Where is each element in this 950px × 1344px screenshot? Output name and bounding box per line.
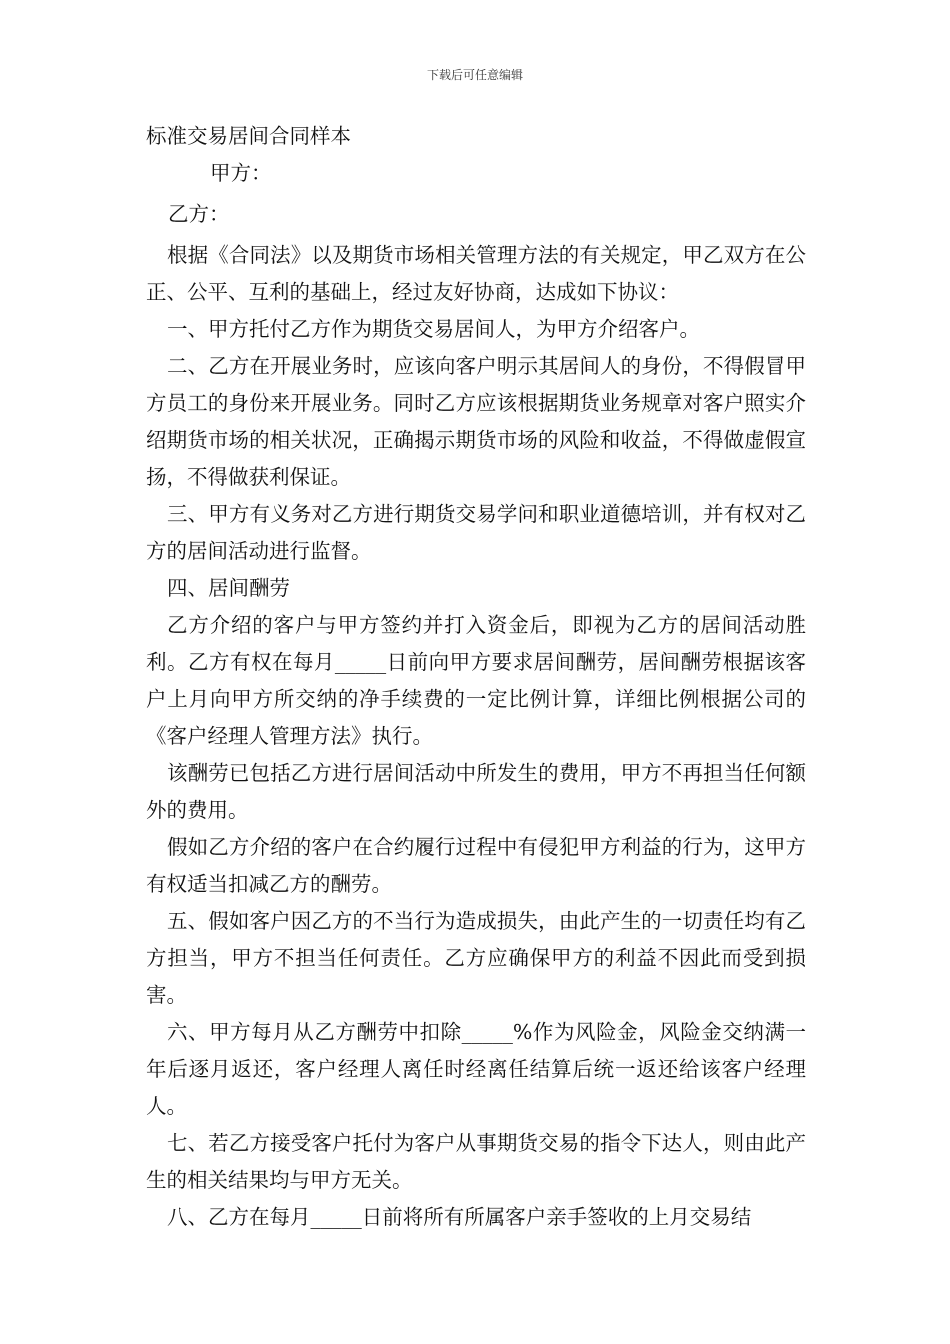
party-b-label: 乙方：: [168, 202, 230, 226]
clause-4-paragraph-1: 乙方介绍的客户与甲方签约并打入资金后，即视为乙方的居间活动胜利。乙方有权在每月_____日前向甲方要求居间酬劳，居间酬劳根据该客户上月向甲方所交纳的净手续费的一定比例计算，详细比例根据公司的《客户经理人管理方法》执行。: [146, 613, 806, 748]
clause-1: 一、甲方托付乙方作为期货交易居间人，为甲方介绍客户。: [167, 317, 700, 341]
clause-4-paragraph-2: 该酬劳已包括乙方进行居间活动中所发生的费用，甲方不再担当任何额外的费用。: [146, 761, 806, 822]
clause-8: 八、乙方在每月_____日前将所有所属客户亲手签收的上月交易结: [167, 1205, 752, 1229]
clause-7: 七、若乙方接受客户托付为客户从事期货交易的指令下达人，则由此产生的相关结果均与甲方无关。: [146, 1131, 806, 1192]
document-body: [146, 118, 806, 1236]
clause-3: 三、甲方有义务对乙方进行期货交易学问和职业道德培训，并有权对乙方的居间活动进行监督。: [146, 502, 806, 563]
document-title: 标准交易居间合同样本: [146, 124, 351, 148]
clause-5: 五、假如客户因乙方的不当行为造成损失，由此产生的一切责任均有乙方担当，甲方不担当任何责任。乙方应确保甲方的利益不因此而受到损害。: [146, 909, 806, 1007]
clause-4-paragraph-3: 假如乙方介绍的客户在合约履行过程中有侵犯甲方利益的行为，这甲方有权适当扣减乙方的酬劳。: [146, 835, 806, 896]
clause-4-heading: 四、居间酬劳: [167, 576, 290, 600]
clause-6: 六、甲方每月从乙方酬劳中扣除_____%作为风险金，风险金交纳满一年后逐月返还，客户经理人离任时经离任结算后统一返还给该客户经理人。: [146, 1020, 806, 1118]
page-header-note: 下载后可任意编辑: [426, 68, 523, 82]
clause-2: 二、乙方在开展业务时，应该向客户明示其居间人的身份，不得假冒甲方员工的身份来开展业务。同时乙方应该根据期货业务规章对客户照实介绍期货市场的相关状况，正确揭示期货市场的风险和收益，不得做虚假宣扬，不得做获利保证。: [146, 354, 806, 489]
preamble-paragraph: 根据《合同法》以及期货市场相关管理方法的有关规定，甲乙双方在公正、公平、互利的基础上，经过友好协商，达成如下协议：: [146, 243, 806, 304]
party-a-label: 甲方：: [210, 161, 272, 185]
